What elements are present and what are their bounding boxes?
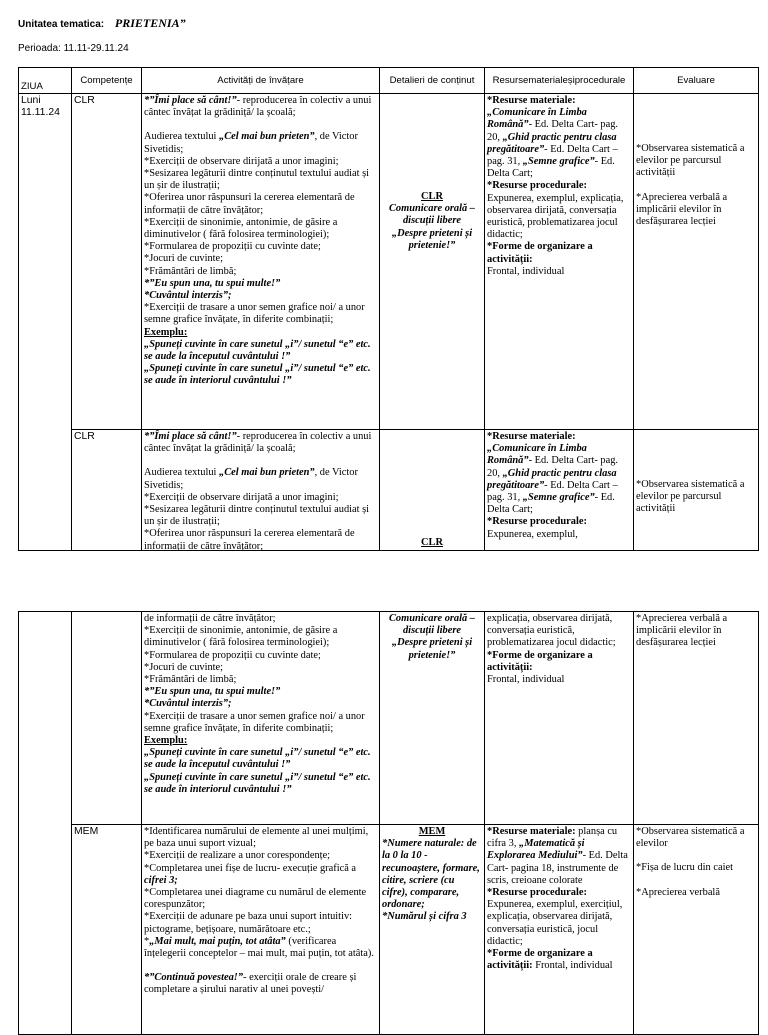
resources-cell bbox=[485, 430, 634, 551]
organization: Frontal, individual bbox=[487, 265, 565, 277]
activity-line: *Jocuri de cuvinte; bbox=[144, 661, 224, 673]
audit-pre: Audierea textului bbox=[144, 131, 220, 143]
content-digit: *Numărul și cifra 3 bbox=[382, 911, 467, 923]
evaluation-item: *Aprecierea verbală bbox=[636, 886, 720, 898]
organization-label: *Forme de organizare a activității: bbox=[487, 948, 593, 972]
book-title: „Semne grafice” bbox=[522, 156, 595, 168]
evaluation-item: *Fișa de lucru din caiet bbox=[636, 862, 733, 874]
book-title: „Ghid practic pentru clasa pregătitoare” bbox=[487, 131, 617, 155]
evaluation-cell bbox=[634, 825, 759, 1035]
resources-cell bbox=[485, 612, 634, 825]
day-date: 11.11.24 bbox=[21, 107, 60, 119]
resources-procedural: Expunerea, exemplul, bbox=[487, 528, 578, 540]
activity-line: *Completarea unei diagrame cu numărul de elemente corespunzător; bbox=[144, 887, 367, 911]
activity-line: de informații de către învățător; bbox=[144, 613, 276, 624]
game-title: „Mai mult, mai puțin, tot atâta” bbox=[149, 935, 286, 947]
audit-title: „Cel mai bun prieten” bbox=[219, 467, 315, 479]
activities-cell bbox=[142, 94, 380, 430]
resources-material-label: *Resurse materiale: bbox=[487, 431, 576, 442]
audit-post: , de Victor Sivetidis; bbox=[144, 467, 358, 491]
table-row bbox=[19, 94, 759, 430]
example-text: „Spuneți cuvinte în care sunetul „i”/ sunetul “e” etc. se aude în interiorul cuvântului !” bbox=[144, 363, 371, 387]
resources-procedural-label: *Resurse procedurale: bbox=[487, 887, 587, 899]
resources-procedural: Expunerea, exemplul, exercițiul, explicația, observarea dirijată, conversația euristică, jocul didactic; bbox=[487, 899, 623, 947]
col-header-activities: Activități de învățare bbox=[142, 68, 380, 94]
activity-line: *Oferirea unor răspunsuri la cererea elementară de informații de către învățător; bbox=[144, 192, 355, 216]
example-text: „Spuneți cuvinte în care sunetul „i”/ sunetul “e” etc. se aude la începutul cuvântului !” bbox=[144, 747, 371, 771]
publisher: - Ed. Delta Cart – pag. 31, bbox=[487, 143, 618, 168]
content-title: Comunicare orală – discuții libere bbox=[388, 203, 476, 227]
activity-title: *”Îmi place să cânt!” bbox=[144, 431, 237, 442]
resources-material-label: *Resurse materiale: bbox=[487, 826, 576, 837]
organization-label: *Forme de organizare a activității: bbox=[487, 649, 593, 673]
theme-line bbox=[18, 16, 186, 31]
activity-line: *Formularea de propoziții cu cuvinte date; bbox=[144, 649, 321, 661]
activity-line: *Exerciții de sinonimie, antonimie, de găsire a diminutivelor ( fără folosirea terminologiei); bbox=[144, 625, 338, 649]
game-post: (verificarea înțelegerii conceptelor – mai mult, mai puțin, tot atâta). bbox=[144, 935, 374, 960]
resources-material-label: *Resurse materiale: bbox=[487, 95, 576, 106]
activities-cell bbox=[142, 430, 380, 551]
activity-line: *Identificarea numărului de elemente al unei mulțimi, pe baza unui suport vizual; bbox=[144, 826, 369, 850]
organization: Frontal, individual bbox=[532, 960, 613, 972]
game-title: *”Eu spun una, tu spui multe!” bbox=[144, 277, 281, 289]
game-title: *”Eu spun una, tu spui multe!” bbox=[144, 686, 281, 698]
activity-line: *Exerciții de realizare a unor corespondențe; bbox=[144, 850, 331, 862]
col-header-competences: Competențe bbox=[72, 68, 142, 94]
publisher: - Ed. Delta Cart- pag. 20, bbox=[487, 455, 619, 479]
evaluation-cell bbox=[634, 94, 759, 430]
activity-line: *Frământări de limbă; bbox=[144, 674, 237, 686]
example-label: Exemplu: bbox=[144, 735, 188, 747]
book-title: „Matematică și Explorarea Mediului” bbox=[487, 838, 585, 862]
activity-line: *Oferirea unor răspunsuri la cererea elementară de informații de către învățător; bbox=[144, 528, 355, 552]
activity-line: *Sesizarea legăturii dintre conținutul textului audiat și un șir de ilustrații; bbox=[144, 168, 370, 192]
book-title: „Ghid practic pentru clasa pregătitoare” bbox=[487, 467, 617, 491]
audit-pre: Audierea textului bbox=[144, 467, 220, 479]
resources-procedural-label: *Resurse procedurale: bbox=[487, 516, 587, 528]
game-title: *Cuvântul interzis”; bbox=[144, 290, 232, 302]
activity-line: *Frământări de limbă; bbox=[144, 265, 237, 277]
content-title: Comunicare orală – discuții libere bbox=[388, 613, 476, 637]
publisher: - Ed. Delta Cart- pagina 18, instrumente de scris, creioane colorate bbox=[487, 850, 628, 886]
example-text: „Spuneți cuvinte în care sunetul „i”/ sunetul “e” etc. se aude la începutul cuvântului !” bbox=[144, 338, 371, 363]
activity-line: *Exerciții de adunare pe baza unui suport intuitiv: pictograme, bețișoare, numărătoare etc.; bbox=[144, 911, 353, 935]
book-title: „Comunicare în Limba Română” bbox=[487, 443, 587, 467]
publisher: - Ed. Delta Cart- pag. 20, bbox=[487, 119, 619, 143]
activity-line: *Exerciții de observare dirijată a unor imagini; bbox=[144, 155, 339, 167]
activity-line: *Exerciții de trasare a unor semen grafice noi/ a unor semne grafice învățate, în diferite combinații; bbox=[144, 710, 365, 734]
organization: Frontal, individual bbox=[487, 674, 565, 686]
activities-cell bbox=[142, 825, 380, 1035]
book-title: „Comunicare în Limba Română” bbox=[487, 107, 587, 131]
story-rest: - exerciții orale de creare și completare a șirului narativ al unei povești/ bbox=[144, 972, 357, 996]
activity-line: *Sesizarea legăturii dintre conținutul textului audiat și un șir de ilustrații; bbox=[144, 504, 370, 528]
theme-value: PRIETENIA” bbox=[114, 16, 186, 30]
audit-title: „Cel mai bun prieten” bbox=[219, 131, 315, 143]
content-code: CLR bbox=[421, 536, 443, 548]
book-title: „Semne grafice” bbox=[522, 492, 595, 504]
activity-title-rest: - reproducerea în colectiv a unui cântec învățat la grădiniță/ la școală; bbox=[144, 95, 372, 119]
activity-line: *Exerciții de sinonimie, antonimie, de găsire a diminutivelor ( fără folosirea terminologiei); bbox=[144, 216, 338, 241]
content-cell bbox=[380, 612, 485, 825]
example-text: „Spuneți cuvinte în care sunetul „i”/ sunetul “e” etc. se aude în interiorul cuvântului !” bbox=[144, 771, 371, 795]
publisher: - Ed. Delta Cart; bbox=[487, 156, 615, 180]
table-row bbox=[19, 825, 759, 1035]
digit-label: cifrei 3; bbox=[144, 874, 178, 886]
competence-cell: CLR bbox=[72, 94, 142, 430]
content-cell bbox=[380, 825, 485, 1035]
content-body: *Numere naturale: de la 0 la 10 - recunoaștere, formare, citire, scriere (cu cifre), comparare, ordonare; bbox=[382, 838, 480, 911]
publisher: - Ed. Delta Cart – pag. 31, bbox=[487, 479, 618, 504]
game-title: *Cuvântul interzis”; bbox=[144, 698, 232, 710]
evaluation-item: *Aprecierea verbală a implicării elevilor în desfășurarea lecției bbox=[636, 191, 728, 228]
content-cell bbox=[380, 430, 485, 551]
col-header-resources: Resursematerialeșiprocedurale bbox=[485, 68, 634, 94]
evaluation-item: *Observarea sistematică a elevilor pe parcursul activității bbox=[636, 479, 745, 515]
evaluation-item: *Observarea sistematică a elevilor pe parcursul activității bbox=[636, 143, 745, 179]
evaluation-cell bbox=[634, 430, 759, 551]
col-header-content: Detalieri de conținut bbox=[380, 68, 485, 94]
resources-procedural: explicația, observarea dirijată, conversația euristică, problematizarea jocul didactic; bbox=[487, 613, 616, 649]
activity-title: *”Îmi place să cânt!” bbox=[144, 95, 237, 106]
theme-label: Unitatea tematica: bbox=[18, 19, 105, 30]
example-label: Exemplu: bbox=[144, 326, 188, 338]
col-header-day: ZIUA bbox=[19, 68, 72, 94]
organization-label: *Forme de organizare a activității: bbox=[487, 241, 593, 265]
activity-line: *Completarea unei fișe de lucru- execuție grafică a bbox=[144, 862, 357, 874]
activity-line: *Exerciții de observare dirijată a unor imagini; bbox=[144, 491, 339, 503]
activities-cell bbox=[142, 612, 380, 825]
resources-cell bbox=[485, 94, 634, 430]
content-topic: „Despre prieteni și prietenie!” bbox=[391, 227, 473, 251]
resources-material: planșa cu cifra 3, bbox=[487, 826, 618, 850]
activity-line: *Formularea de propoziții cu cuvinte date; bbox=[144, 241, 321, 253]
day-name: Luni bbox=[21, 95, 41, 106]
resources-procedural: Expunerea, exemplul, explicația, observarea dirijată, conversația euristică, problematizarea jocul didactic; bbox=[487, 192, 624, 241]
activity-line: *Jocuri de cuvinte; bbox=[144, 253, 224, 265]
content-code: MEM bbox=[418, 826, 446, 837]
evaluation-item: *Observarea sistematică a elevilor bbox=[636, 826, 745, 850]
content-cell bbox=[380, 94, 485, 430]
resources-cell bbox=[485, 825, 634, 1035]
table-row bbox=[19, 612, 759, 825]
day-cell bbox=[19, 94, 72, 551]
content-code: CLR bbox=[421, 191, 443, 202]
table-header-row bbox=[19, 68, 759, 94]
table-row bbox=[19, 430, 759, 551]
activity-title-rest: - reproducerea în colectiv a unui cântec învățat la grădiniță/ la școală; bbox=[144, 431, 372, 455]
resources-procedural-label: *Resurse procedurale: bbox=[487, 180, 587, 192]
publisher: - Ed. Delta Cart; bbox=[487, 492, 615, 516]
story-title: *”Continuă povestea!” bbox=[144, 972, 244, 984]
competence-cell bbox=[72, 612, 142, 825]
day-cell bbox=[19, 612, 72, 1035]
competence-cell: CLR bbox=[72, 430, 142, 551]
period: Perioada: 11.11-29.11.24 bbox=[18, 43, 129, 54]
evaluation-item: *Aprecierea verbală a implicării elevilor în desfășurarea lecției bbox=[636, 613, 728, 649]
activity-line: *Exerciții de trasare a unor semen grafice noi/ a unor semne grafice învățate, în diferite combinații; bbox=[144, 302, 365, 326]
competence-cell: MEM bbox=[72, 825, 142, 1035]
col-header-evaluation: Evaluare bbox=[634, 68, 759, 94]
evaluation-cell bbox=[634, 612, 759, 825]
lesson-plan-table-page2 bbox=[18, 611, 759, 1035]
audit-post: , de Victor Sivetidis; bbox=[144, 131, 358, 155]
lesson-plan-table-page1 bbox=[18, 67, 759, 551]
game-pre: * bbox=[144, 935, 150, 947]
content-topic: „Despre prieteni și prietenie!” bbox=[391, 637, 473, 661]
